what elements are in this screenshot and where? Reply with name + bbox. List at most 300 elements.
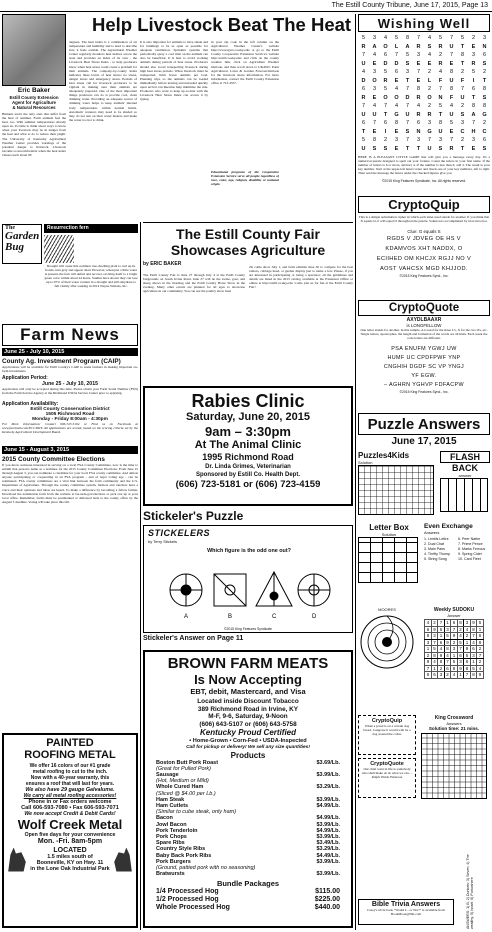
sudoku-row <box>425 633 484 640</box>
even-exchange-answers: Answers <box>424 530 440 535</box>
wishing-grid-cell: 2 <box>427 103 432 110</box>
sudoku-cell: 8 <box>478 639 482 645</box>
rabies-place: At The Animal Clinic <box>194 439 302 451</box>
bible-title: Bible Trivia Answers <box>371 901 441 908</box>
wishing-grid-row <box>358 136 490 145</box>
stickeler-box <box>143 509 353 647</box>
wishing-grid-cell: E <box>427 60 432 67</box>
cryptoquip-line-4: AOST VAHCSX MGD KHJJOD. <box>380 266 468 272</box>
wishing-grid-cell: E <box>394 145 399 152</box>
wishing-grid-cell: 5 <box>383 86 388 93</box>
sudoku-cell: 3 <box>452 646 456 652</box>
stickeler-answer: Stickeler's Answer on Page 11 <box>143 635 244 642</box>
wishing-grid-cell: 8 <box>416 86 421 93</box>
roofing-name: Wolf Creek Metal <box>17 817 123 832</box>
wolf-icon-right <box>112 848 134 872</box>
caip-title: County Ag. Investment Program (CAIP) <box>2 358 121 365</box>
elections-text: If you know someone interested in serving on a local FSA County Committee, now is the time to submit that person's name as a nominee for the 2015 County Committee Elections. From June 15 through August 3, you can nominate a candidate for your local FSA county committee. And almost anyone participating or cooperating in an FSA program - and of legal voting age - can be nominated. FSA county committees are a vital link between the farm community and the U.S. Department of Agriculture. Through the county committee system, farmers and ranchers have a voice and their opinions and ideas are heard. To make a difference by becoming a fellow farmer. Download the nomination form from the website at fsa.usda.gov/elections or pick one up at your local office. Remember, forms must be postmarked or delivered back to the county office by the August 3 deadline. Voting will take place this fall. <box>2 463 138 504</box>
even-item: 1. Lentils Lettre <box>424 537 449 541</box>
wishing-grid-cell: 5 <box>438 103 443 110</box>
wishing-grid-cell: 5 <box>460 35 465 42</box>
crossword-title: King Crossword <box>434 715 474 721</box>
meats-ad <box>143 650 353 928</box>
cryptoquip-answer-title: CryptoQuip <box>371 718 403 724</box>
sudoku-cell: 8 <box>452 665 456 671</box>
sudoku-cell: 8 <box>439 659 443 665</box>
wishing-grid-cell: 8 <box>394 120 399 127</box>
roofing-line-1: We offer 16 colors of our #1 grade <box>29 763 111 769</box>
cryptoquote-copyright: ©2015 King Features Synd., Inc. <box>399 390 449 394</box>
sudoku-row <box>425 659 484 666</box>
item-name: Pork Burgers <box>156 858 191 865</box>
item-name: Bacon <box>156 815 173 822</box>
wishing-grid-cell: U <box>405 111 410 118</box>
wishing-grid-cell: T <box>361 128 366 135</box>
wishing-grid-cell: 4 <box>449 103 454 110</box>
bundle-row <box>156 904 340 912</box>
sudoku-cell: 7 <box>439 620 443 626</box>
cryptoquip-box <box>358 196 490 296</box>
label-a: A <box>184 614 189 620</box>
sudoku-row <box>425 620 484 627</box>
wishing-grid-cell: 7 <box>394 52 399 59</box>
wolf-icon <box>6 848 28 872</box>
wishing-grid-cell: 7 <box>383 103 388 110</box>
roofing-hours: Open five days for your convenience <box>24 832 116 838</box>
wishing-grid-cell: 7 <box>471 120 476 127</box>
cryptoquote-line-3: CNGHIH DGDF SC VP YNGJ <box>383 364 465 370</box>
meats-loc-2: 389 Richmond Road in Irvine, KY <box>197 705 299 713</box>
item-name: Whole Cured Ham <box>156 784 204 791</box>
wishing-grid-cell: 7 <box>460 86 465 93</box>
sudoku-cell: 5 <box>433 646 436 652</box>
farm-news-box <box>2 324 138 736</box>
sudoku-cell: 5 <box>465 652 469 658</box>
wishing-grid-cell: E <box>449 128 454 135</box>
wishing-grid-cell: 5 <box>405 52 410 59</box>
wishing-grid-cell: 5 <box>361 35 366 42</box>
wishing-grid-cell: T <box>460 43 465 50</box>
wishing-grid-cell: 7 <box>427 137 432 144</box>
sudoku-cell: 2 <box>452 639 456 645</box>
garden-tag: Resurrection fern <box>44 224 138 233</box>
sudoku-box <box>418 607 490 711</box>
wishing-grid-row <box>358 68 490 77</box>
wishing-grid-row <box>358 145 490 154</box>
sudoku-cell: 1 <box>472 659 475 665</box>
rabies-vet: Dr. Linda Grimes, Veterinarian <box>205 464 291 470</box>
cryptoquip-title <box>358 196 490 213</box>
item-name: Sausage <box>156 771 179 778</box>
rabies-phone: (606) 723-5181 or (606) 723-4159 <box>175 479 321 490</box>
sudoku-cell: 4 <box>439 646 443 652</box>
flashback-title: FLASH <box>440 451 490 463</box>
wishing-grid-cell: 4 <box>394 86 399 93</box>
bundle-price: $225.00 <box>314 896 340 904</box>
even-item: 4. Thrifty Thomp <box>424 552 451 556</box>
sudoku-row <box>425 672 484 679</box>
article-col-3: It is also important for animals to have shade and for buildings to be as open as possible for adequate ventilation. Sprinkler systems that periodically spray a cool mist on the animals can also be beneficial. It is best to avoid working animals during periods of heat stress. Producers should also avoid transporting livestock during high heat stress periods. When livestock must be transported, limit fewer animals per load. Planning trips so the animals can be loaded immediately before leaving and unloaded quickly upon arrival can likewise help minimize the risk. Producers who want to keep up-to-date with the Livestock Heat Stress Index can access it by typing <box>140 40 208 102</box>
puzzle-answers-box <box>358 413 490 930</box>
wishing-grid-cell: E <box>394 128 399 135</box>
rabies-address: 1995 Richmond Road <box>202 452 294 462</box>
author-name: Eric Baker <box>17 87 51 94</box>
fair-article <box>143 222 353 382</box>
meats-call: Call for pickup or delivery! We sell any size quantities! <box>186 744 310 750</box>
sudoku-cell: 8 <box>426 633 430 639</box>
roofing-line-3: Now with a 40-year warranty, this <box>30 775 110 781</box>
cryptoquote-line-1: PSA ENUFM YGWJ UW <box>391 346 457 352</box>
wishing-grid-row <box>358 102 490 111</box>
item-price: $3.99/Lb. <box>316 796 340 803</box>
stickeler-logo: STICKELERS <box>148 528 211 538</box>
meats-products: Products <box>230 750 266 760</box>
page-header <box>0 0 492 12</box>
item-name: Ham Cutlets <box>156 802 189 809</box>
wishing-grid-cell: 5 <box>383 69 388 76</box>
flashback-box <box>440 451 490 519</box>
roofing-line-8: We now accept Credit & Debit Cards! <box>24 811 116 817</box>
letter-box-title: Letter Box <box>369 523 409 532</box>
sudoku-cell: 9 <box>478 672 482 678</box>
wishing-grid-cell: G <box>427 128 432 135</box>
roofing-phone: Call 606-593-7080 • Fax 606-593-7071 <box>21 805 119 811</box>
wishing-grid-cell: 4 <box>427 52 432 59</box>
wishing-grid-cell: N <box>438 94 443 101</box>
moores-box <box>358 607 416 707</box>
sudoku-cell: 5 <box>459 639 462 645</box>
farm-news-dates-1: June 25 - July 10, 2015 <box>2 348 138 356</box>
roofing-line-5: We also have 29 gauge Galvalume. <box>25 787 115 793</box>
wishing-grid-cell: 2 <box>460 103 465 110</box>
wishing-grid-cell: R <box>361 94 366 101</box>
author-title-3: & Natural Resources <box>12 105 56 110</box>
wishing-grid-cell: 7 <box>449 52 454 59</box>
moores-title: MOORES <box>378 607 396 612</box>
wishing-grid-cell: 4 <box>394 103 399 110</box>
farm-news-dates-2: June 15 - August 3, 2015 <box>2 446 138 454</box>
crossword-grid <box>421 733 487 799</box>
wishing-grid-cell: 7 <box>405 120 410 127</box>
wishing-grid-cell: 6 <box>482 137 487 144</box>
sudoku-cell: 1 <box>459 672 462 678</box>
wishing-grid-cell: R <box>416 94 421 101</box>
even-item: 8. Marks Ferrous <box>458 547 486 551</box>
sudoku-cell: 5 <box>426 672 430 678</box>
wishing-grid-cell: 5 <box>449 120 454 127</box>
even-item: 3. Main Pairs <box>424 547 445 551</box>
cryptoquip-line-1: RGDS V JDVEG OE HS V <box>387 236 461 242</box>
author-title-2: Agent for Agriculture <box>12 100 56 105</box>
cryptoquip-title-text: CryptoQuip <box>388 197 460 212</box>
even-item: 6. Peer Nathe <box>458 537 481 541</box>
wishing-grid-cell: 5 <box>361 137 366 144</box>
wishing-grid-cell: 6 <box>416 120 421 127</box>
crossword-time: Solution time: 21 mins. <box>428 726 480 731</box>
wishing-well-title <box>358 14 490 32</box>
item-name: (Ground, pattied pork with no seasoning) <box>156 864 256 871</box>
meats-title-3: EBT, debit, Mastercard, and Visa <box>190 687 306 696</box>
wishing-grid-cell: 3 <box>416 137 421 144</box>
sudoku-cell: 6 <box>472 646 475 652</box>
wishing-grid-cell: R <box>471 60 476 67</box>
item-price: $3.99/Lb. <box>316 858 340 865</box>
office-name: Estill County Conservation District <box>30 407 110 412</box>
roofing-title-1: PAINTED <box>46 737 94 749</box>
sudoku-cell: 7 <box>446 659 449 665</box>
cryptoquote-title <box>358 300 490 316</box>
stickeler-byline: by Terry Stickels <box>148 539 178 544</box>
wishing-grid-cell: A <box>372 43 377 50</box>
sudoku-cell: 4 <box>465 626 469 632</box>
stickeler-question: Which figure is the odd one out? <box>207 548 291 554</box>
sudoku-row <box>425 652 484 659</box>
meats-phone: (606) 643-5107 or (606) 643-5758 <box>199 720 297 728</box>
sudoku-row <box>425 639 484 646</box>
wishing-grid-row <box>358 94 490 103</box>
wishing-grid-row <box>358 43 490 52</box>
wishing-grid-cell: 3 <box>372 35 377 42</box>
sudoku-row <box>425 646 484 653</box>
wishing-grid-cell: 5 <box>471 69 476 76</box>
item-price: $3.29/Lb. <box>316 784 340 791</box>
wishing-grid-cell: R <box>416 43 421 50</box>
bundle-price: $115.00 <box>315 888 340 896</box>
wishing-grid-cell: 7 <box>372 120 377 127</box>
wishing-grid-cell: 8 <box>482 103 487 110</box>
sudoku-cell: 9 <box>452 633 456 639</box>
farm-news-title-text: Farm News <box>20 325 120 344</box>
wishing-grid-cell: L <box>394 43 399 50</box>
wishing-grid-cell: 3 <box>471 137 476 144</box>
wishing-grid-cell: 2 <box>482 120 487 127</box>
roofing-loc-1: 1.5 miles south of <box>47 854 93 860</box>
sudoku-cell: 7 <box>452 626 456 632</box>
cryptoquote-answer-text: Our chief want in life is somebody who shall make us do what we can. – Ralph Waldo Emerson <box>361 767 413 780</box>
wishing-grid-cell: 7 <box>405 103 410 110</box>
office-address: 1505 Richmond Road <box>45 412 95 417</box>
wishing-grid-cell: 4 <box>372 103 377 110</box>
item-name: Spare Ribs <box>156 840 185 847</box>
sudoku-grid <box>424 619 484 679</box>
wishing-grid-cell: E <box>416 60 421 67</box>
sudoku-title: Weekly SUDOKU <box>433 607 475 613</box>
sudoku-cell: 4 <box>426 620 430 626</box>
sudoku-cell: 7 <box>465 672 469 678</box>
sudoku-cell: 6 <box>433 672 436 678</box>
wishing-grid-cell: S <box>405 60 410 67</box>
sudoku-row <box>425 626 484 633</box>
crossword-box <box>418 715 490 815</box>
sudoku-cell: 7 <box>433 639 436 645</box>
wishing-grid-cell: H <box>471 128 476 135</box>
rabies-date: Saturday, June 20, 2015 <box>186 411 310 423</box>
wishing-grid-cell: 7 <box>405 86 410 93</box>
wishing-grid-cell: 5 <box>394 35 399 42</box>
p4k-box <box>358 451 436 519</box>
sudoku-cell: 8 <box>472 672 475 678</box>
article-col-1: Humans aren't the only ones that suffer from the heat of summer. Farm animals feel the heat, too. With summer temperatures already upon us, it's time to think about ways to know when your livestock may be in danger from the heat and what to do to reduce their plight. The University of Kentucky Agricultural Weather Center provides warnings of the potential danger to livestock. Livestock become so uncomfortable when the heat index values reach about 90 <box>2 112 66 157</box>
wishing-grid-cell: S <box>460 111 465 118</box>
cryptoquote-line-5: – AGHRN YGHVP FDFACPW <box>383 382 465 388</box>
wishing-grid-cell: 4 <box>383 35 388 42</box>
roofing-line-7: Phone in or Fax orders welcome <box>28 799 112 805</box>
wishing-grid-cell: 6 <box>383 52 388 59</box>
cryptoquip-answer-text: When a jewel is on a certain dog breed, I suppose it would well be a dog around the collar. <box>363 724 411 737</box>
wishing-grid-cell: T <box>416 145 421 152</box>
wishing-grid-cell: G <box>482 111 487 118</box>
wishing-grid-cell: 7 <box>361 103 366 110</box>
sudoku-cell: 1 <box>452 652 456 658</box>
sudoku-cell: 1 <box>446 620 449 626</box>
bible-box <box>358 899 454 925</box>
even-item: 7. Prime Pence <box>458 542 483 546</box>
item-name: Country Style Ribs <box>156 846 206 853</box>
article-col-2: degrees. The heat index is a combination of air temperature and humidity and is used to describe how it feels outside. The Agricultural Weather Center regularly monitors heat indices across the state and provides an index of its own - the Livestock Heat Stress Index - to help producers know when heat stress could create a problem for their animals. The company-by-county index indicates three levels of heat stress: no stress, danger stress and emergency stress. Periods of heat stress call for livestock producers to be vigilant in making sure their animals are adequately prepared. One of the most important things producers can do is provide cool, clean drinking water. Providing an adequate source of drinking water helps to keep animals' internal body temperatures within normal limits. Automatic waterers may need to be shaded so they do not sun on their water heaters and make the water too hot to drink. <box>69 40 137 122</box>
wishing-grid-cell: F <box>460 77 465 84</box>
wishing-grid-cell: 6 <box>361 120 366 127</box>
wishing-grid-cell: R <box>438 60 443 67</box>
wishing-grid-cell: T <box>460 60 465 67</box>
wishing-grid-cell: R <box>383 77 388 84</box>
item-name: Pork Chops <box>156 833 187 840</box>
wishing-grid-cell: S <box>482 94 487 101</box>
wishing-grid-cell: U <box>361 60 366 67</box>
app-period: June 25 - July 10, 2015 <box>42 381 98 387</box>
flashback-answer: answer <box>458 473 472 478</box>
moores-maze <box>359 614 415 670</box>
wishing-grid-row <box>358 60 490 69</box>
item-name: Ham Steak <box>156 796 185 803</box>
sudoku-cell: 3 <box>465 620 469 626</box>
wishing-grid-cell: R <box>427 111 432 118</box>
bible-text: Casey's trivia book "Would I... or Not?" is available from BookMoon@NK.com <box>367 908 445 917</box>
bundle-row <box>156 896 340 904</box>
roofing-line-4: ensures a roof that will last for years. <box>25 781 115 787</box>
meats-proud: Kentucky Proud Certified <box>199 728 296 737</box>
wishing-grid-cell: 7 <box>416 35 421 42</box>
garden-logo-line1: The <box>5 225 16 231</box>
article-title: Help Livestock Beat The Heat <box>92 14 352 35</box>
item-price: $4.49/Lb. <box>316 852 340 859</box>
cryptoquote-line-4: YF EGW. <box>411 373 437 379</box>
sudoku-cell: 8 <box>472 626 475 632</box>
wishing-grid-cell: S <box>372 145 377 152</box>
sudoku-cell: 9 <box>459 665 462 671</box>
item-price: $3.99/Lb. <box>316 871 340 878</box>
item-name: Boston Butt Pork Roast <box>156 759 219 766</box>
article-col-4: in your zip code in the left column on the Agricultural Weather Center's website http://wwwagwx.ca.uky.edu/ or go to the Estill County Cooperative Extension Service's website http://estill.ca.uky.edu/ and click on the county weather link, click on Agriculture Weather Outlook, and then scroll down to UKAWC Point Agricultural, Lawn & Garden Forecast/Outlook for the livestock stress information. For more information, contact the Estill County Extension office at 723-4557. <box>211 40 279 85</box>
wishing-grid-cell: 3 <box>471 52 476 59</box>
wishing-grid-cell: 2 <box>460 69 465 76</box>
wishing-grid-cell: R <box>438 43 443 50</box>
sudoku-cell: 3 <box>472 652 475 658</box>
bundle-name: 1/4 Processed Hog <box>156 888 219 896</box>
cryptoquote-intro: One letter stands for another. In this sample, A is used for the three L's, X for the two O's, etc. Single letters, apostrophes, the length and formation of the words are all hints. Each week the code letters are different. <box>360 328 488 341</box>
livestock-article <box>2 14 352 219</box>
sudoku-cell: 6 <box>426 626 430 632</box>
wishing-grid-cell: U <box>361 111 366 118</box>
letter-box <box>358 523 420 603</box>
wishing-grid-cell: A <box>471 111 476 118</box>
roofing-located-block <box>6 847 134 872</box>
letter-box-solution: Solution <box>381 532 397 537</box>
caip-text: Applications will be available for Estill County's CAIP to assist farmers in making important on-farm investments. <box>2 365 138 374</box>
wishing-grid-cell: 4 <box>372 52 377 59</box>
answers-row-1 <box>358 451 490 519</box>
wishing-grid-cell: R <box>416 111 421 118</box>
wishing-grid-row <box>358 34 490 43</box>
garden-logo <box>2 224 42 264</box>
meats-price-list <box>148 760 348 878</box>
wishing-grid-cell: T <box>438 111 443 118</box>
wishing-well-box <box>358 14 490 192</box>
avail-label: Application Availability: <box>2 401 59 407</box>
sudoku-cell: 6 <box>459 652 462 658</box>
wishing-well-grid <box>358 34 490 153</box>
wishing-grid-cell: 3 <box>405 69 410 76</box>
right-column-rule <box>355 14 356 930</box>
article-col-4-ital: Educational programs of the Cooperative Extension Service serve all people regardless of race, color, age, religion, disability or national origin. <box>211 170 279 187</box>
meats-title-1: BROWN FARM MEATS <box>167 655 329 672</box>
wishing-grid-cell: U <box>449 43 454 50</box>
wishing-well-title-text: Wishing Well <box>377 15 471 31</box>
wishing-grid-cell: 2 <box>383 137 388 144</box>
author-title-1: Estill County Extension <box>9 95 59 100</box>
wishing-grid-cell: O <box>394 94 399 101</box>
sudoku-cell: 5 <box>452 659 456 665</box>
figure-c <box>256 572 292 606</box>
wishing-grid-cell: R <box>361 43 366 50</box>
wishing-grid-cell: E <box>394 77 399 84</box>
sudoku-cell: 6 <box>478 633 482 639</box>
bundle-name: 1/2 Processed Hog <box>156 896 219 904</box>
sudoku-cell: 2 <box>465 633 469 639</box>
item-name: Jowl Bacon <box>156 821 187 828</box>
wishing-grid-cell: U <box>460 94 465 101</box>
wishing-grid-cell: D <box>361 77 366 84</box>
letter-box-grid <box>358 537 418 583</box>
wishing-answers <box>466 851 488 929</box>
wishing-grid-cell: 3 <box>372 86 377 93</box>
sudoku-cell: 9 <box>446 639 449 645</box>
wishing-grid-cell: C <box>460 128 465 135</box>
answers-title <box>358 413 490 435</box>
garden-text: Drought will cause this common tree-dwelling plant to curl up its fronds, turn gray and appear dead. However, when just a little water is present, the fern will unfurl and recover, reviving itself to a bright green color within about 24 hours. Studies have shown they can lose up to 97% of their water content in a drought and still rehydrate to full vitality after soaking in 2014 Wayne Nations, Inc. <box>44 264 138 289</box>
wishing-grid-row <box>358 128 490 137</box>
cryptoquote-answer-box <box>358 758 416 798</box>
wishing-grid-cell: C <box>482 128 487 135</box>
garden-logo-line2: Garden <box>5 230 40 242</box>
sudoku-cell: 9 <box>472 620 475 626</box>
answers-date: June 17, 2015 <box>391 436 457 447</box>
item-name: (Similar to cube steak, only ham) <box>156 809 237 816</box>
sudoku-cell: 5 <box>439 626 443 632</box>
wishing-grid-cell: F <box>449 94 454 101</box>
wishing-grid-cell: 2 <box>427 86 432 93</box>
item-name: Pork Tenderloin <box>156 827 198 834</box>
fair-col-1: The Estill County Fair is June 27 through July 4 at the Estill County fairgrounds on South Irvine Road. June 27 will be the swine, goat, and sheep shows in the morning and the Estill County Horse Show in the evening. Many other events are planned for all ages to showcase agriculture in our community. You can see the poultry show June <box>143 273 245 294</box>
wishing-grid-cell: 4 <box>438 69 443 76</box>
wishing-grid-cell: D <box>405 94 410 101</box>
sudoku-cell: 8 <box>433 652 436 658</box>
sudoku-cell: 3 <box>433 633 436 639</box>
garden-bug-box <box>2 224 138 320</box>
wishing-grid-cell: 3 <box>482 35 487 42</box>
label-c: C <box>272 614 277 620</box>
wishing-grid-cell: 5 <box>438 35 443 42</box>
cryptoquip-line-3: ECIIHED OM KHCJX RGJJ NO V <box>376 256 472 262</box>
